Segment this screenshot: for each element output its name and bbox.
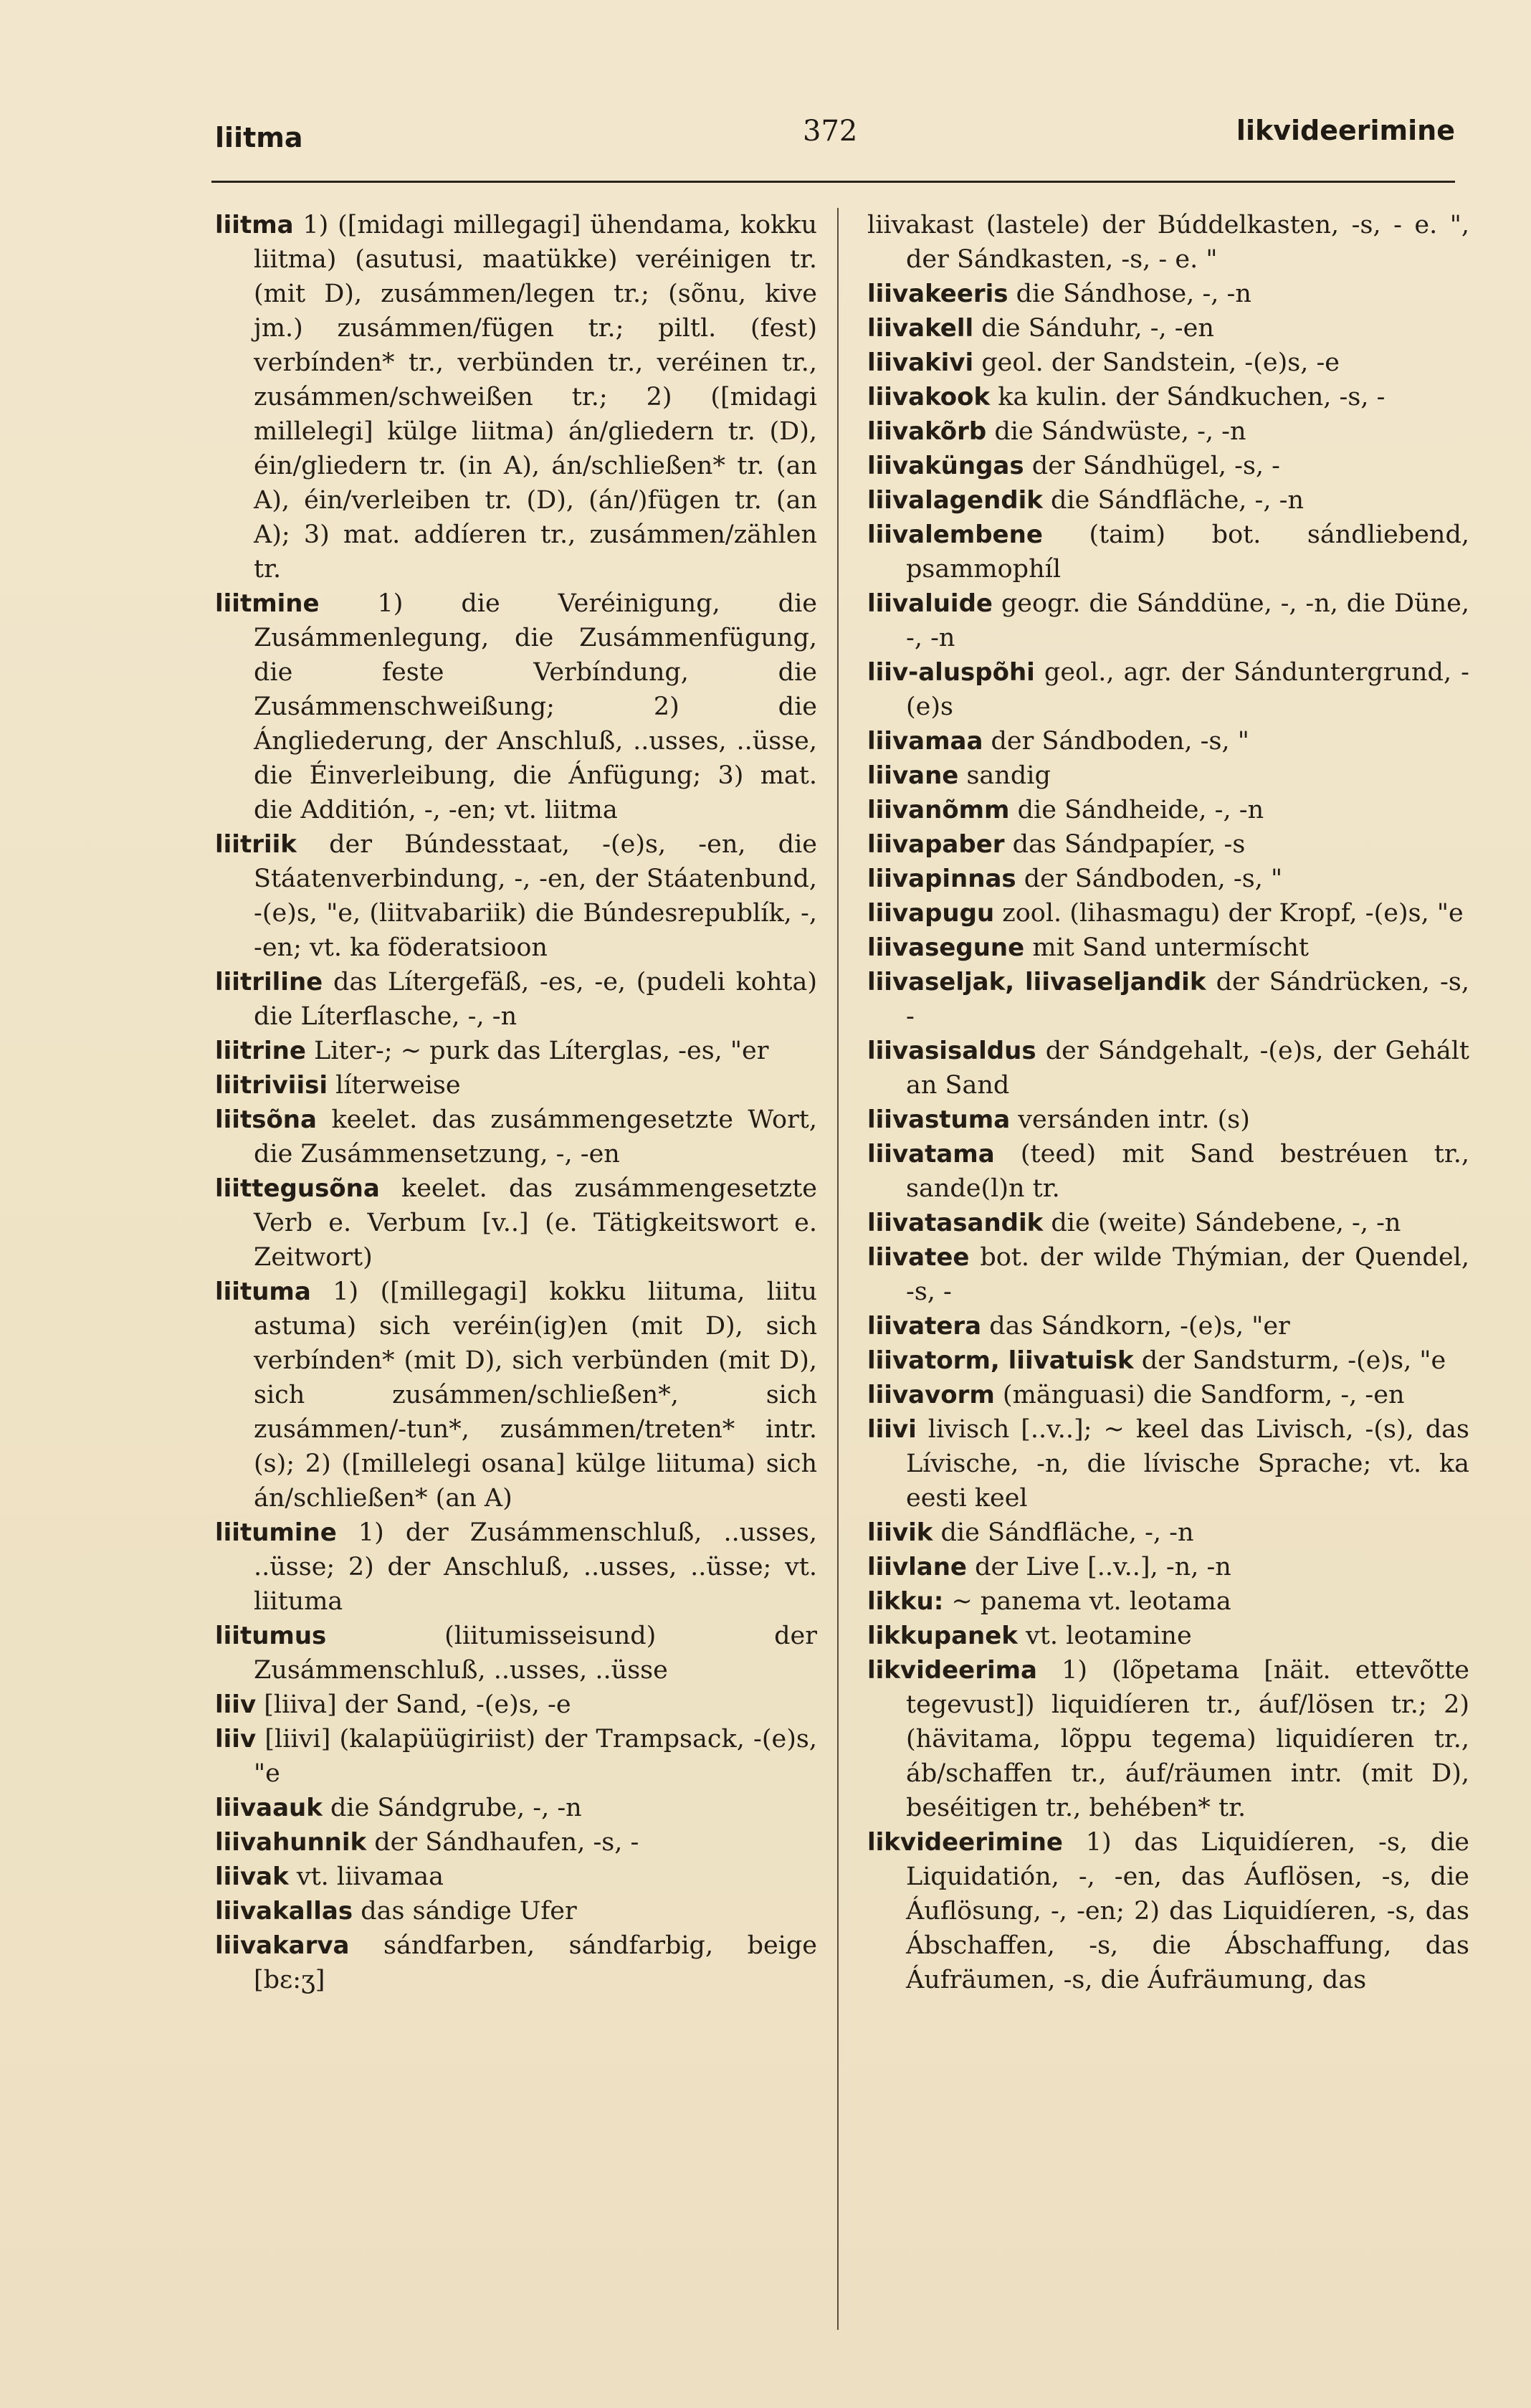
headword: liittegusõna bbox=[215, 1174, 380, 1203]
entry-definition: der Live [..v..], -n, -n bbox=[967, 1553, 1231, 1581]
header-left-guide-word: liitma bbox=[215, 122, 303, 153]
entry-definition: liivakast (lastele) der Búddelkasten, -s, - e. ", der Sándkasten, -s, - e. " bbox=[867, 211, 1469, 274]
left-column bbox=[215, 208, 817, 2344]
header-right-guide-word: likvideerimine bbox=[1236, 115, 1455, 146]
entry-definition: (teed) mit Sand bestréuen tr., sande(l)n tr. bbox=[906, 1140, 1469, 1203]
headword: liiv bbox=[215, 1725, 257, 1753]
right-column bbox=[867, 208, 1469, 2344]
entry-definition: sándfarben, sándfarbig, beige [bɛ:ʒ] bbox=[254, 1931, 817, 1994]
entry-definition: 1) ([millegagi] kokku liituma, liitu astuma) sich veréin(ig)en (mit D), sich verbínden* (mit D), sich verbünden (mit D), sich zusámmen/schließen*, sich zusámmen/-tun*, zusámmen/treten* intr. (s); 2) ([millelegi osana] külge liituma) sich án/schließen* (an A) bbox=[254, 1277, 817, 1513]
entry-definition: livisch [..v..]; ~ keel das Livisch, -(s), das Lívische, -n, die lívische Sprache; vt. ka eesti keel bbox=[906, 1415, 1469, 1513]
dictionary-entry bbox=[867, 1343, 1469, 1378]
entry-definition: geol. der Sandstein, -(e)s, -e bbox=[973, 348, 1340, 377]
entry-definition: die Sánduhr, -, -en bbox=[973, 314, 1214, 343]
entry-definition: der Sándhaufen, -s, - bbox=[366, 1828, 639, 1857]
entry-definition: 1) die Veréinigung, die Zusámmenlegung, die Zusámmenfügung, die feste Verbíndung, die Zusámmenschweißung; 2) die Ángliederung, der Anschluß, ..usses, ..üsse, die Éinverleibung, die Ánfügung; 3) mat. die Additión, -, -en; vt. liitma bbox=[254, 589, 817, 824]
entry-definition: das sándige Ufer bbox=[353, 1897, 577, 1926]
headword: liituma bbox=[215, 1277, 311, 1306]
entry-definition: 1) (lõpetama [näit. ettevõtte tegevust]) liquidíeren tr., áuf/lösen tr.; 2) (hävitama, lõppu tegema) liquidíeren tr., áb/schaffen tr., áuf/räumen intr. (mit D), beséitigen tr., behében* tr. bbox=[906, 1656, 1469, 1822]
dictionary-entry bbox=[867, 1412, 1469, 1515]
entry-definition: 1) das Liquidíeren, -s, die Liquidatión, -, -en, das Áuflösen, -s, die Áuflösung, -, -en; 2) das Liquidíeren, -s, das Ábschaffen, -s, die Ábschaffung, das Áufräumen, -s, die Áufräumung, das bbox=[906, 1828, 1469, 1994]
entry-definition: der Sándrücken, -s, - bbox=[906, 968, 1469, 1031]
dictionary-entry bbox=[215, 1894, 817, 1928]
headword: liivakell bbox=[867, 314, 974, 343]
headword: liivakook bbox=[867, 383, 991, 411]
dictionary-entry bbox=[867, 1034, 1469, 1103]
headword: liitsõna bbox=[215, 1105, 317, 1134]
column-divider bbox=[837, 208, 839, 2330]
entry-definition: der Búndesstaat, -(e)s, -en, die Stáatenverbindung, -, -en, der Stáatenbund, -(e)s, "e, (liitvabariik) die Búndesrepublík, -, -en; vt. ka föderatsioon bbox=[254, 830, 817, 962]
entry-definition: keelet. das zusámmengesetzte Verb e. Verbum [v..] (e. Tätigkeitswort e. Zeitwort) bbox=[254, 1174, 817, 1272]
dictionary-entry bbox=[867, 1584, 1469, 1619]
dictionary-entry bbox=[867, 1550, 1469, 1584]
entry-definition: der Sándgehalt, -(e)s, der Gehált an Sand bbox=[906, 1037, 1469, 1100]
entry-definition: bot. der wilde Thýmian, der Quendel, -s, - bbox=[906, 1243, 1469, 1306]
headword: liitumus bbox=[215, 1622, 327, 1650]
dictionary-entry bbox=[867, 724, 1469, 758]
entry-definition: die Sándfläche, -, -n bbox=[933, 1518, 1194, 1547]
dictionary-entry bbox=[867, 1515, 1469, 1550]
headword: liivatee bbox=[867, 1243, 970, 1272]
headword: liivamaa bbox=[867, 727, 983, 756]
dictionary-entry bbox=[215, 1275, 817, 1515]
dictionary-entry bbox=[867, 208, 1469, 277]
entry-definition: das Lítergefäß, -es, -e, (pudeli kohta) die Líterflasche, -, -n bbox=[254, 968, 817, 1031]
headword: likvideerima bbox=[867, 1656, 1037, 1685]
dictionary-entry bbox=[867, 931, 1469, 965]
headword: likkupanek bbox=[867, 1622, 1018, 1650]
dictionary-entry bbox=[867, 827, 1469, 862]
dictionary-entry bbox=[867, 1653, 1469, 1825]
headword: liivakarva bbox=[215, 1931, 350, 1960]
headword: liivahunnik bbox=[215, 1828, 367, 1857]
dictionary-entry bbox=[867, 346, 1469, 380]
headword: liivaluide bbox=[867, 589, 993, 618]
headword: liivatera bbox=[867, 1312, 982, 1341]
dictionary-entry bbox=[215, 208, 817, 586]
entry-definition: die Sándfläche, -, -n bbox=[1042, 486, 1304, 515]
headword: liitriline bbox=[215, 968, 323, 996]
entry-definition: die (weite) Sándebene, -, -n bbox=[1043, 1209, 1401, 1237]
headword: liitumine bbox=[215, 1518, 337, 1547]
headword: liivak bbox=[215, 1862, 289, 1891]
entry-definition: das Sándkorn, -(e)s, "er bbox=[981, 1312, 1290, 1341]
dictionary-entry bbox=[867, 758, 1469, 793]
entry-definition: der Sándhügel, -s, - bbox=[1024, 452, 1281, 480]
dictionary-entry bbox=[867, 655, 1469, 724]
dictionary-entry bbox=[215, 1722, 817, 1791]
dictionary-entry bbox=[867, 793, 1469, 827]
headword: liivaauk bbox=[215, 1794, 323, 1822]
dictionary-entry bbox=[867, 586, 1469, 655]
entry-definition: (taim) bot. sándliebend, psammophíl bbox=[906, 520, 1469, 584]
entry-definition: líterweise bbox=[328, 1071, 461, 1100]
headword: liitma bbox=[215, 211, 294, 239]
headword: liivastuma bbox=[867, 1105, 1011, 1134]
dictionary-entry bbox=[867, 414, 1469, 449]
dictionary-entry bbox=[215, 1103, 817, 1171]
entry-definition: die Sándheide, -, -n bbox=[1009, 796, 1264, 824]
page-number: 372 bbox=[803, 115, 858, 148]
headword: liivaküngas bbox=[867, 452, 1024, 480]
headword: liivaseljak, liivaseljandik bbox=[867, 968, 1206, 996]
dictionary-entry bbox=[867, 1619, 1469, 1653]
dictionary-entry bbox=[867, 277, 1469, 311]
dictionary-entry bbox=[215, 1619, 817, 1688]
dictionary-entry bbox=[867, 896, 1469, 931]
headword: liivlane bbox=[867, 1553, 967, 1581]
headword: liivasisaldus bbox=[867, 1037, 1036, 1065]
entry-definition: 1) ([midagi millegagi] ühendama, kokku liitma) (asutusi, maatükke) veréinigen tr. (mit D), zusámmen/legen tr.; (sõnu, kive jm.) zusámmen/fügen tr.; piltl. (fest) verbínden* tr., verbünden tr., veréinen tr., zusámmen/schweißen tr.; 2) ([midagi millelegi] külge liitma) án/gliedern tr. (D), éin/gliedern tr. (in A), án/schließen* tr. (an A), éin/verleiben tr. (D), (án/)fügen tr. (an A); 3) mat. addíeren tr., zusámmen/zählen tr. bbox=[254, 211, 817, 584]
dictionary-entry bbox=[867, 1137, 1469, 1206]
headword: liiv-aluspõhi bbox=[867, 658, 1035, 687]
dictionary-entry bbox=[215, 1034, 817, 1068]
page-header bbox=[215, 115, 1455, 165]
headword: liivakallas bbox=[215, 1897, 353, 1926]
dictionary-entry bbox=[867, 1206, 1469, 1240]
entry-definition: geol., agr. der Sánduntergrund, -(e)s bbox=[906, 658, 1469, 721]
entry-definition: die Sándwüste, -, -n bbox=[986, 417, 1246, 446]
entry-definition: der Sandsturm, -(e)s, "e bbox=[1133, 1346, 1446, 1375]
headword: liivakivi bbox=[867, 348, 974, 377]
dictionary-entry bbox=[867, 311, 1469, 346]
entry-definition: mit Sand untermíscht bbox=[1024, 933, 1309, 962]
headword: liivapugu bbox=[867, 899, 995, 928]
dictionary-entry bbox=[867, 1378, 1469, 1412]
dictionary-entry bbox=[215, 1068, 817, 1103]
entry-definition: [liiva] der Sand, -(e)s, -e bbox=[256, 1690, 571, 1719]
entry-definition: der Sándboden, -s, " bbox=[983, 727, 1249, 756]
entry-definition: versánden intr. (s) bbox=[1010, 1105, 1250, 1134]
headword: liivatasandik bbox=[867, 1209, 1044, 1237]
dictionary-entry bbox=[215, 1860, 817, 1894]
headword: liivanõmm bbox=[867, 796, 1010, 824]
entry-definition: sandig bbox=[958, 761, 1051, 790]
headword: liivik bbox=[867, 1518, 933, 1547]
headword: liivavorm bbox=[867, 1381, 995, 1409]
dictionary-entry bbox=[215, 1171, 817, 1275]
entry-definition: zool. (lihasmagu) der Kropf, -(e)s, "e bbox=[994, 899, 1464, 928]
entry-definition: Liter-; ~ purk das Líterglas, -es, "er bbox=[305, 1037, 769, 1065]
headword: liitriik bbox=[215, 830, 297, 859]
headword: liitmine bbox=[215, 589, 320, 618]
entry-definition: keelet. das zusámmengesetzte Wort, die Zusámmensetzung, -, -en bbox=[254, 1105, 817, 1169]
dictionary-entry bbox=[215, 586, 817, 827]
dictionary-entry bbox=[215, 827, 817, 965]
headword: liitrine bbox=[215, 1037, 306, 1065]
headword: liivakeeris bbox=[867, 280, 1008, 308]
headword: liivapinnas bbox=[867, 865, 1016, 893]
headword: liivalagendik bbox=[867, 486, 1043, 515]
entry-definition: 1) der Zusámmenschluß, ..usses, ..üsse; 2) der Anschluß, ..usses, ..üsse; vt. liituma bbox=[254, 1518, 817, 1616]
entry-definition: geogr. die Sánddüne, -, -n, die Düne, -, -n bbox=[906, 589, 1469, 652]
headword: liivalembene bbox=[867, 520, 1043, 549]
dictionary-entry bbox=[215, 1928, 817, 1997]
entry-definition: [liivi] (kalapüügiriist) der Trampsack, -(e)s, "e bbox=[254, 1725, 817, 1788]
headword: liivatorm, liivatuisk bbox=[867, 1346, 1134, 1375]
dictionary-entry bbox=[215, 1515, 817, 1619]
headword: liitriviisi bbox=[215, 1071, 328, 1100]
dictionary-entry bbox=[215, 1825, 817, 1860]
entry-definition: die Sándgrube, -, -n bbox=[322, 1794, 582, 1822]
entry-definition: (liitumisseisund) der Zusámmenschluß, ..usses, ..üsse bbox=[254, 1622, 817, 1685]
headword: liivakõrb bbox=[867, 417, 987, 446]
header-rule bbox=[211, 181, 1455, 183]
dictionary-entry bbox=[215, 1688, 817, 1722]
dictionary-entry bbox=[215, 965, 817, 1034]
dictionary-entry bbox=[867, 449, 1469, 483]
dictionary-entry bbox=[867, 483, 1469, 518]
headword: liiv bbox=[215, 1690, 257, 1719]
entry-definition: vt. leotamine bbox=[1017, 1622, 1192, 1650]
entry-definition: ka kulin. der Sándkuchen, -s, - bbox=[990, 383, 1385, 411]
headword: liivi bbox=[867, 1415, 917, 1444]
entry-definition: der Sándboden, -s, " bbox=[1016, 865, 1283, 893]
dictionary-entry bbox=[867, 518, 1469, 586]
headword: liivapaber bbox=[867, 830, 1005, 859]
entry-definition: das Sándpapíer, -s bbox=[1004, 830, 1246, 859]
entry-definition: (mänguasi) die Sandform, -, -en bbox=[994, 1381, 1405, 1409]
dictionary-entry bbox=[867, 1103, 1469, 1137]
entry-definition: ~ panema vt. leotama bbox=[943, 1587, 1231, 1616]
dictionary-entry bbox=[867, 862, 1469, 896]
entry-definition: die Sándhose, -, -n bbox=[1008, 280, 1251, 308]
headword: liivatama bbox=[867, 1140, 995, 1169]
headword: likvideerimine bbox=[867, 1828, 1063, 1857]
headword: likku: bbox=[867, 1587, 944, 1616]
dictionary-entry bbox=[867, 1240, 1469, 1309]
dictionary-entry bbox=[215, 1791, 817, 1825]
dictionary-entry bbox=[867, 1825, 1469, 1997]
dictionary-entry bbox=[867, 380, 1469, 414]
entry-definition: vt. liivamaa bbox=[288, 1862, 444, 1891]
headword: liivasegune bbox=[867, 933, 1025, 962]
dictionary-entry bbox=[867, 1309, 1469, 1343]
dictionary-entry bbox=[867, 965, 1469, 1034]
headword: liivane bbox=[867, 761, 959, 790]
